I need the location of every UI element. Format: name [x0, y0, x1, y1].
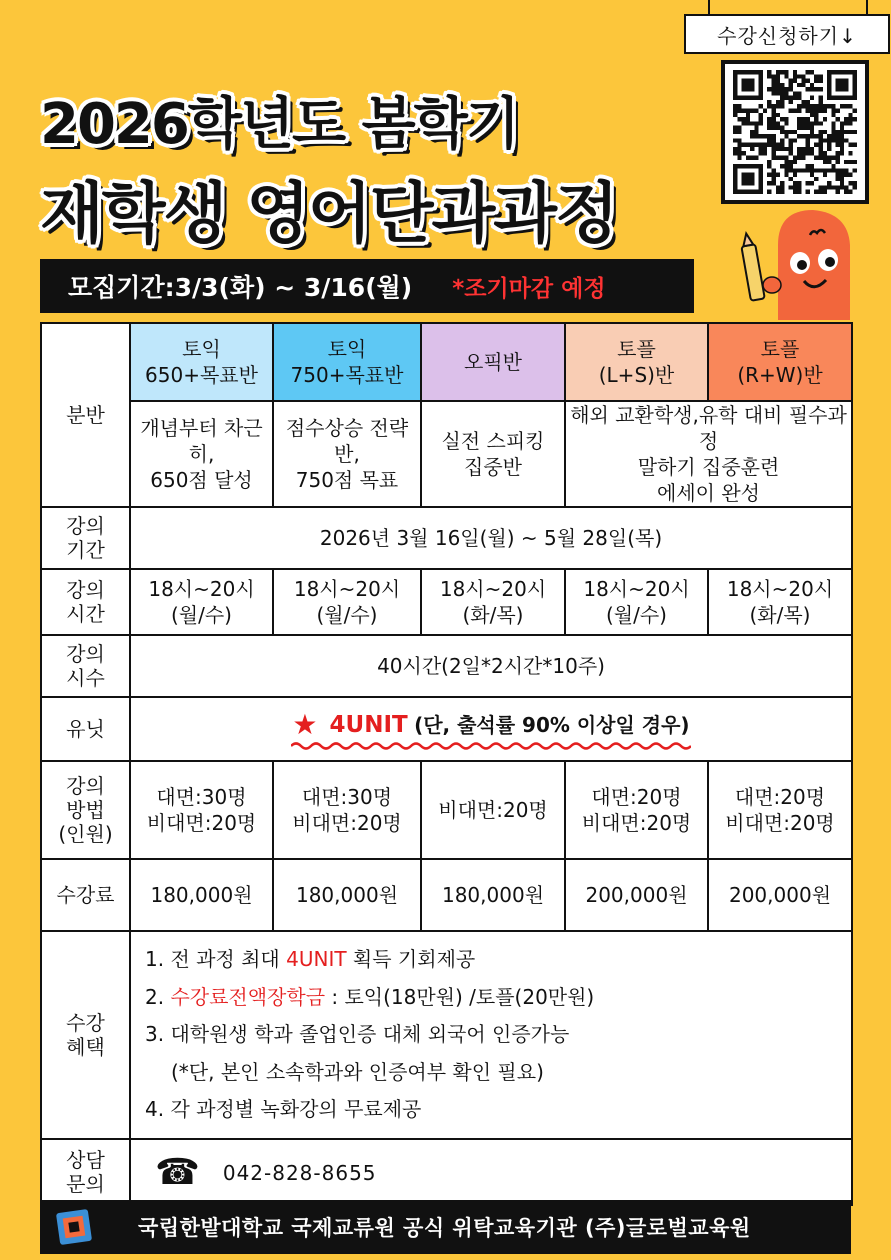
desc-line: 점수상승 전략반, [285, 416, 409, 466]
benefit-text: 2. [145, 984, 171, 1009]
desc-line: 집중반 [464, 455, 522, 479]
hanger-left [708, 0, 710, 14]
label-line: (인원) [58, 822, 113, 846]
method-row [41, 761, 852, 859]
course-desc-row [41, 401, 852, 507]
time-row [41, 569, 852, 635]
label-line: 수강 [66, 1011, 105, 1035]
phone-number[interactable]: 042-828-8655 [222, 1160, 377, 1185]
recruit-period-bar [40, 259, 694, 313]
course-name-line: 토플 [617, 337, 656, 361]
hours-row [41, 635, 852, 697]
label-line: 방법 [66, 798, 105, 822]
day-text: (월/수) [171, 603, 232, 627]
course-header-row [41, 323, 852, 401]
hanger-right [866, 0, 868, 14]
footer-logo [56, 1209, 92, 1245]
method-line: 대면:20명 [591, 785, 682, 809]
desc-toeic-750 [273, 401, 421, 507]
pencil-mascot [738, 205, 853, 320]
benefit-item: 4. 각 과정별 녹화강의 무료제공 [145, 1097, 422, 1122]
label-line: 혜택 [66, 1035, 105, 1059]
footer-bar [40, 1200, 851, 1254]
signup-label[interactable]: 수강신청하기↓ [684, 14, 890, 54]
label-line: 시수 [66, 666, 105, 690]
recruit-period: 모집기간:3/3(화) ~ 3/16(월) [68, 273, 413, 302]
day-text: (화/목) [749, 603, 811, 627]
fee-cell: 180,000원 [130, 859, 273, 931]
qr-code[interactable] [721, 60, 869, 204]
star-icon: ★ [292, 707, 318, 741]
course-table [40, 322, 853, 1206]
time-text: 18시~20시 [148, 577, 255, 601]
fee-label: 수강료 [41, 859, 130, 931]
label-line: 강의 [66, 514, 105, 538]
method-line: 대면:30명 [156, 785, 247, 809]
label-line: 문의 [66, 1172, 105, 1196]
method-line: 대면:30명 [301, 785, 393, 809]
desc-line: 말하기 집중훈련 [637, 455, 780, 479]
contact-phone-cell[interactable] [130, 1139, 852, 1205]
unit-label: 유닛 [41, 697, 130, 761]
method-line: 비대면:20명 [581, 811, 692, 835]
benefit-text: 획득 기회제공 [346, 947, 476, 972]
time-text: 18시~20시 [293, 577, 401, 601]
method-cell [565, 761, 708, 859]
time-cell [421, 569, 565, 635]
benefit-text: : 토익(18만원) /토플(20만원) [325, 984, 595, 1009]
desc-line: 실전 스피킹 [441, 429, 545, 453]
benefits-list [130, 931, 852, 1139]
period-row [41, 507, 852, 569]
day-text: (월/수) [606, 603, 667, 627]
desc-line: 해외 교환학생,유학 대비 필수과정 [570, 403, 847, 453]
label-line: 강의 [66, 774, 105, 798]
benefit-highlight: 4UNIT [286, 947, 347, 972]
period-value: 2026년 3월 16일(월) ~ 5월 28일(목) [130, 507, 852, 569]
method-cell [421, 761, 565, 859]
method-line: 대면:20명 [734, 785, 826, 809]
fee-cell: 180,000원 [421, 859, 565, 931]
title-line-1: 2026학년도 봄학기 [40, 92, 518, 157]
desc-opic [421, 401, 565, 507]
course-name-line: 650+목표반 [145, 363, 258, 387]
course-toeic-750 [273, 323, 421, 401]
fee-cell: 200,000원 [708, 859, 852, 931]
hours-value: 40시간(2일*2시간*10주) [130, 635, 852, 697]
fee-cell: 200,000원 [565, 859, 708, 931]
benefit-label [41, 931, 130, 1139]
benefit-item [145, 941, 851, 979]
benefit-text: 1. 전 과정 최대 [145, 947, 287, 972]
time-text: 18시~20시 [439, 577, 547, 601]
course-opic [421, 323, 565, 401]
wavy-underline [291, 741, 691, 751]
qr-code-icon [731, 70, 859, 194]
time-text: 18시~20시 [726, 577, 834, 601]
contact-row [41, 1139, 852, 1205]
time-cell [273, 569, 421, 635]
time-text: 18시~20시 [583, 577, 690, 601]
desc-line: 에세이 완성 [657, 481, 760, 505]
footer-text: 국립한밭대학교 국제교류원 공식 위탁교육기관 (주)글로벌교육원 [138, 1216, 751, 1240]
method-line: 비대면:20명 [438, 798, 548, 822]
unit-value-cell [130, 697, 852, 761]
course-name-line: 토익 [182, 337, 221, 361]
method-line: 비대면:20명 [146, 811, 257, 835]
desc-toefl [565, 401, 852, 507]
label-line: 강의 [66, 642, 105, 666]
time-cell [130, 569, 273, 635]
benefit-highlight: 수강료전액장학금 [170, 984, 326, 1009]
desc-line: 750점 목표 [295, 468, 399, 492]
fee-row [41, 859, 852, 931]
label-line: 상담 [66, 1148, 105, 1172]
early-close-notice: *조기마감 예정 [452, 275, 606, 302]
method-line: 비대면:20명 [292, 811, 402, 835]
course-name-line: 오픽반 [464, 350, 522, 374]
unit-note: (단, 출석률 90% 이상일 경우) [414, 712, 690, 737]
fee-cell: 180,000원 [273, 859, 421, 931]
benefit-item: 3. 대학원생 학과 졸업인증 대체 외국어 인증가능 [145, 1022, 570, 1047]
course-toeic-650 [130, 323, 273, 401]
benefit-item [145, 979, 851, 1017]
day-text: (월/수) [316, 603, 378, 627]
course-toefl-ls [565, 323, 708, 401]
course-name-line: 토플 [760, 337, 800, 361]
desc-toeic-650 [130, 401, 273, 507]
course-name-line: 토익 [327, 337, 367, 361]
label-line: 시간 [66, 602, 105, 626]
course-toefl-rw [708, 323, 852, 401]
unit-row [41, 697, 852, 761]
day-text: (화/목) [462, 603, 524, 627]
method-line: 비대면:20명 [725, 811, 835, 835]
title-line-2: 재학생 영어단과과정 [40, 175, 617, 252]
benefit-row [41, 931, 852, 1139]
course-name-line: 750+목표반 [290, 363, 404, 387]
method-cell [273, 761, 421, 859]
unit-value: 4UNIT [329, 711, 408, 738]
time-cell [708, 569, 852, 635]
phone-icon: ☎ [155, 1151, 201, 1193]
course-name-line: (R+W)반 [737, 363, 823, 387]
method-label [41, 761, 130, 859]
method-cell [130, 761, 273, 859]
hours-label [41, 635, 130, 697]
contact-label [41, 1139, 130, 1205]
time-cell [565, 569, 708, 635]
division-label: 분반 [41, 323, 130, 507]
label-line: 기간 [66, 538, 105, 562]
time-label [41, 569, 130, 635]
label-line: 강의 [66, 578, 105, 602]
method-cell [708, 761, 852, 859]
desc-line: 650점 달성 [150, 468, 253, 492]
desc-line: 개념부터 차근히, [140, 416, 263, 466]
benefit-note: (*단, 본인 소속학과와 인증여부 확인 필요) [171, 1059, 544, 1084]
course-name-line: (L+S)반 [598, 363, 675, 387]
period-label [41, 507, 130, 569]
